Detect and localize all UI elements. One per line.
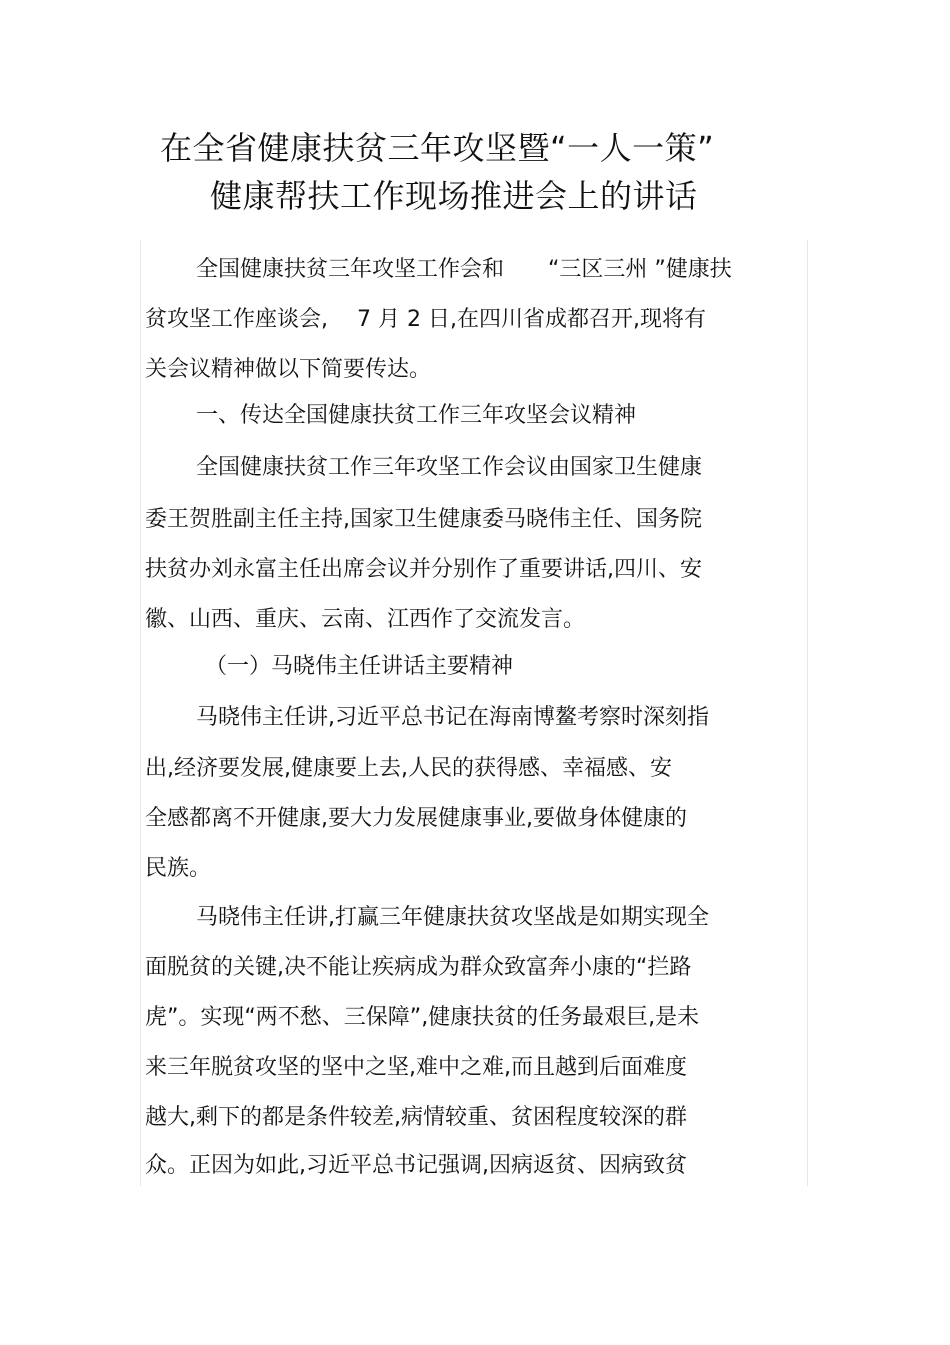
body-text-frame [140,240,808,1186]
body-line: 众。正因为如此,习近平总书记强调,因病返贫、因病致贫 [145,1153,687,1178]
body-line: 委王贺胜副主任主持,国家卫生健康委马晓伟主任、国务院 [145,507,702,532]
body-line: 越大,剩下的都是条件较差,病情较重、贫困程度较深的群 [145,1105,687,1130]
body-line: 全国健康扶贫工作三年攻坚工作会议由国家卫生健康 [196,455,703,480]
body-line: 马晓伟主任讲,打赢三年健康扶贫攻坚战是如期实现全 [196,905,709,930]
section-heading: 一、传达全国健康扶贫工作三年攻坚会议精神 [196,403,637,428]
body-line: 贫攻坚工作座谈会, 7 月 2 日,在四川省成都召开,现将有 [145,307,706,332]
body-line: 全国健康扶贫三年攻坚工作会和 “三区三州 ”健康扶 [196,257,732,282]
body-line: 马晓伟主任讲,习近平总书记在海南博鳌考察时深刻指 [196,705,709,730]
subsection-heading: （一）马晓伟主任讲话主要精神 [205,654,514,679]
body-line: 扶贫办刘永富主任出席会议并分别作了重要讲话,四川、安 [145,557,702,582]
body-line: 出,经济要发展,健康要上去,人民的获得感、幸福感、安 [145,756,672,781]
body-line: 虎”。实现“两不愁、三保障”,健康扶贫的任务最艰巨,是未 [145,1005,700,1030]
body-line: 来三年脱贫攻坚的坚中之坚,难中之难,而且越到后面难度 [145,1055,687,1080]
body-line: 民族。 [145,856,212,881]
body-line: 面脱贫的关键,决不能让疾病成为群众致富奔小康的“拦路 [145,955,692,980]
body-line: 关会议精神做以下简要传达。 [145,357,432,382]
body-line: 徽、山西、重庆、云南、江西作了交流发言。 [145,607,586,632]
document-title-line-2: 健康帮扶工作现场推进会上的讲话 [210,177,698,215]
document-title-line-1: 在全省健康扶贫三年攻坚暨“一人一策” [160,129,715,167]
body-line: 全感都离不开健康,要大力发展健康事业,要做身体健康的 [145,806,687,831]
